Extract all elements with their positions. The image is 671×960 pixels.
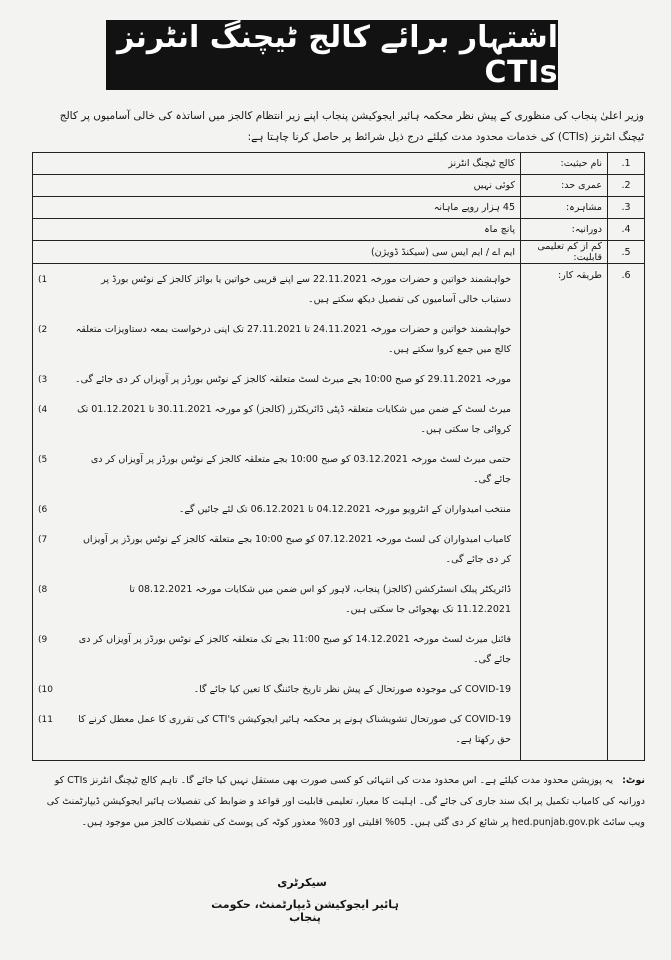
- row-value: 45 ہزار روپے ماہانہ: [33, 197, 521, 219]
- step-text: میرٹ لسٹ کے ضمن میں شکایات متعلقہ ڈپٹی ڈائریکٹرز (کالجز) کو مورخہ 30.11.2021 تا 01.12.2021 تک کروائی جا سکتی ہیں۔: [77, 404, 511, 435]
- list-item: [38, 270, 511, 310]
- step-number: 7): [38, 535, 48, 545]
- method-steps-cell: [33, 264, 521, 761]
- step-text: کامیاب امیدواران کی لسٹ مورخہ 07.12.2021 کو صبح 10:00 بجے متعلقہ کالجز کے نوٹس بورڈز پر آویزاں کر دی جائے گی۔: [82, 534, 511, 565]
- step-text: مورخہ 29.11.2021 کو صبح 10:00 بجے میرٹ لسٹ متعلقہ کالجز کے نوٹس بورڈز پر آویزاں کر دی جائے گی۔: [75, 374, 511, 385]
- table-row: [33, 219, 645, 241]
- step-text: خواہشمند خواتین و حضرات مورخہ 24.11.2021 تا 27.11.2021 تک اپنی درخواست بمعہ دستاویزات متعلقہ کالج میں جمع کروا سکتے ہیں۔: [75, 324, 511, 355]
- step-number: 4): [38, 405, 48, 415]
- list-item: [38, 580, 511, 620]
- table-row: [33, 197, 645, 219]
- row-number: 1.: [608, 153, 645, 175]
- note-label: نوٹ:: [622, 775, 645, 786]
- row-label: مشاہرہ:: [521, 197, 608, 219]
- list-item: [38, 450, 511, 490]
- step-text: ڈائریکٹر پبلک انسٹرکشن (کالجز) پنجاب، لاہور کو اس ضمن میں شکایات مورخہ 08.12.2021 تا 11.12.2021 تک بھجوائی جا سکتی ہیں۔: [129, 584, 511, 615]
- step-text: حتمی میرٹ لسٹ مورخہ 03.12.2021 کو صبح 10:00 بجے متعلقہ کالجز کے نوٹس بورڈز پر آویزاں کر دی جائے گی۔: [90, 454, 511, 485]
- row-number: 3.: [608, 197, 645, 219]
- step-text: COVID-19 کی موجودہ صورتحال کے پیش نظر تاریخ جائننگ کا تعین کیا جائے گا۔: [193, 684, 511, 695]
- list-item: [38, 370, 511, 390]
- step-number: 6): [38, 505, 48, 515]
- row-number: 5.: [608, 241, 645, 264]
- step-number: 5): [38, 455, 48, 465]
- list-item: [38, 500, 511, 520]
- method-steps-list: [38, 270, 515, 750]
- row-value: کالج ٹیچنگ انٹرنز: [33, 153, 521, 175]
- row-value: پانچ ماہ: [33, 219, 521, 241]
- step-number: 8): [38, 585, 48, 595]
- list-item: [38, 710, 511, 750]
- row-number: 6.: [608, 264, 645, 761]
- note-paragraph: [28, 770, 645, 833]
- list-item: [38, 530, 511, 570]
- step-text: COVID-19 کی صورتحال تشویشناک ہونے پر محکمہ ہائیر ایجوکیشن CTI's کی تقرری کا عمل معطل کرنے کا حق رکھتا ہے۔: [78, 714, 511, 745]
- step-text: فائنل میرٹ لسٹ مورخہ 14.12.2021 کو صبح 11:00 بجے تک متعلقہ کالجز کے نوٹس بورڈز پر آویزاں کر دی جائے گی۔: [78, 634, 511, 665]
- title-banner: اشتہار برائے کالج ٹیچنگ انٹرنز CTIs: [106, 20, 558, 90]
- note-text: یہ پوزیشن محدود مدت کیلئے ہے۔ اس محدود مدت کی انتہائی کو کسی صورت بھی مستقل نہیں کیا جائے گا۔ تاہم کالج ٹیچنگ انٹرنز CTIs کو دورانیہ کی کامیاب تکمیل پر ایک سند جاری کی جائے گی۔ اہلیت کا معیار، تعلیمی قابلیت اور قواعد و ضوابط کی تفصیلات ہائیر ایجوکیشن ڈیپارٹمنٹ کی ویب سائٹ hed.punjab.gov.pk پر شائع کر دی گئی ہیں۔ 05% اقلیتی اور 03% معذور کوٹہ کی پوسٹ کی تفصیلات کالجز میں موجود ہیں۔: [46, 775, 645, 828]
- list-item: [38, 400, 511, 440]
- step-number: 3): [38, 375, 48, 385]
- table-row: [33, 241, 645, 264]
- list-item: [38, 680, 511, 700]
- step-number: 1): [38, 275, 48, 285]
- row-label: عمری حد:: [521, 175, 608, 197]
- row-value: ایم اے / ایم ایس سی (سیکنڈ ڈویژن): [33, 241, 521, 264]
- step-text: منتخب امیدواران کے انٹرویو مورخہ 04.12.2021 تا 06.12.2021 تک لئے جائیں گے۔: [178, 504, 511, 515]
- row-label: طریقہ کار:: [521, 264, 608, 761]
- row-value: کوئی نہیں: [33, 175, 521, 197]
- signature-title: سیکرٹری: [277, 876, 327, 889]
- table-row: [33, 153, 645, 175]
- row-label: نام حیثیت:: [521, 153, 608, 175]
- intro-paragraph: وزیر اعلیٰ پنجاب کی منظوری کے پیش نظر محکمہ ہائیر ایجوکیشن پنجاب اپنے زیر انتظام کالجز میں اساتذہ کی خالی آسامیوں پر کالج ٹیچنگ انٹرنز (CTIs) کی خدمات محدود مدت کیلئے درج ذیل شرائط پر حاصل کرنا چاہتا ہے:: [59, 110, 644, 143]
- step-number: 2): [38, 325, 48, 335]
- table-row-method: [33, 264, 645, 761]
- terms-table: [32, 152, 645, 761]
- list-item: [38, 630, 511, 670]
- step-text: خواہشمند خواتین و حضرات مورخہ 22.11.2021 سے اپنے قریبی خواتین یا بوائز کالجز کے نوٹس بورڈ پر دستیاب خالی آسامیوں کی تفصیل دیکھ سکتے ہیں۔: [101, 274, 511, 305]
- step-number: 9): [38, 635, 48, 645]
- row-label: کم از کم تعلیمی قابلیت:: [521, 241, 608, 264]
- list-item: [38, 320, 511, 360]
- step-number: 11): [38, 715, 53, 725]
- table-row: [33, 175, 645, 197]
- row-label: دورانیہ:: [521, 219, 608, 241]
- step-number: 10): [38, 685, 53, 695]
- row-number: 4.: [608, 219, 645, 241]
- signature-organization: ہائیر ایجوکیشن ڈیپارٹمنٹ، حکومت پنجاب: [211, 898, 399, 924]
- row-number: 2.: [608, 175, 645, 197]
